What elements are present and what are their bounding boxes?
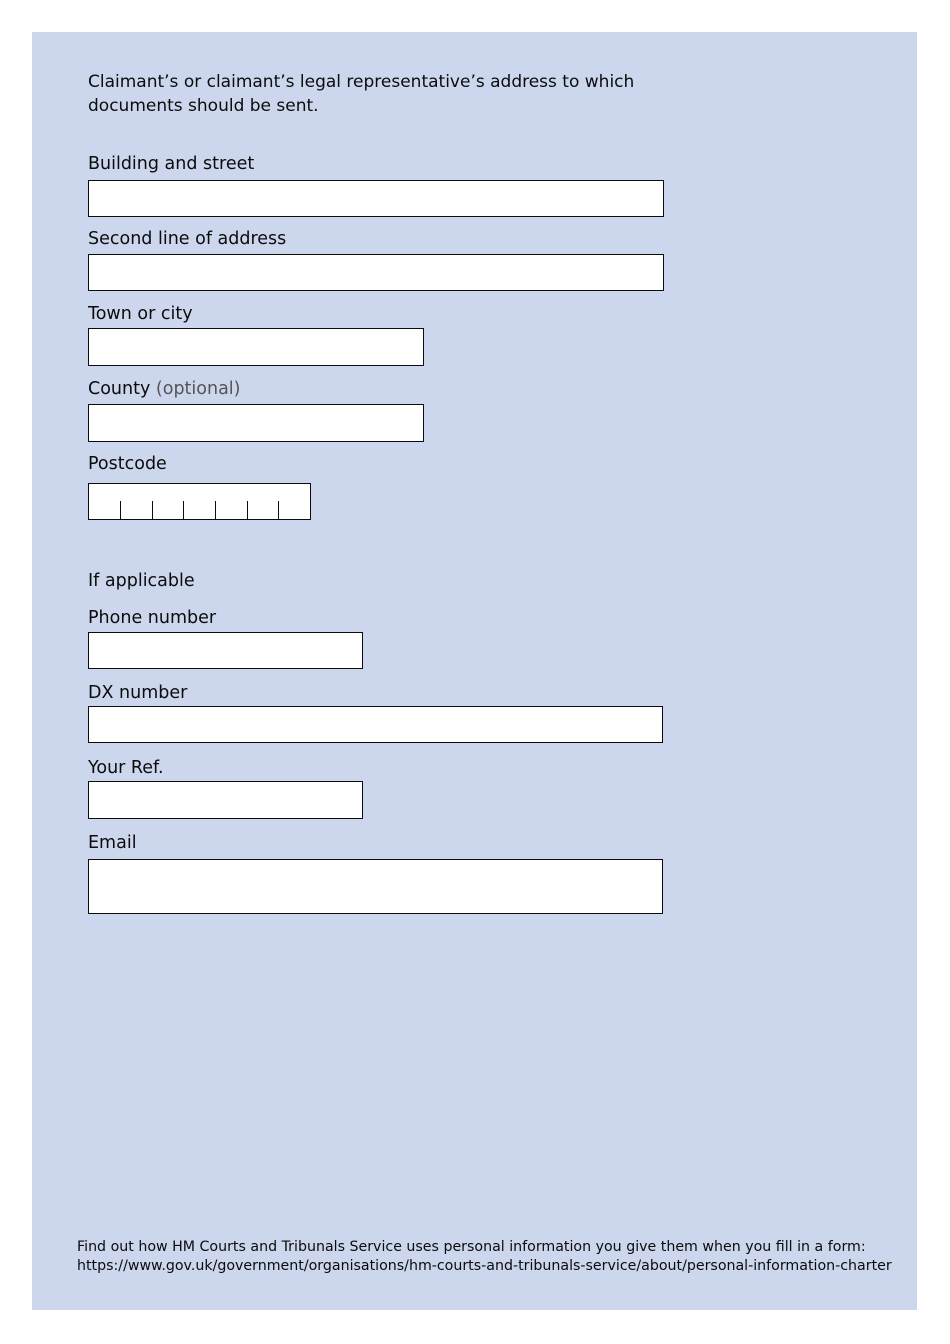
phone-number-input[interactable] xyxy=(88,632,363,669)
form-panel xyxy=(32,32,917,1310)
postcode-cell-divider xyxy=(120,501,121,519)
phone-number-label: Phone number xyxy=(88,608,217,628)
county-label xyxy=(88,378,240,400)
county-optional-hint: (optional) xyxy=(155,379,241,399)
postcode-cell-divider xyxy=(278,501,279,519)
town-city-label: Town or city xyxy=(88,304,193,324)
your-ref-label: Your Ref. xyxy=(88,758,164,778)
postcode-cell-divider xyxy=(183,501,184,519)
postcode-input[interactable] xyxy=(88,483,311,520)
email-input[interactable] xyxy=(88,859,663,914)
dx-number-input[interactable] xyxy=(88,706,663,743)
if-applicable-heading: If applicable xyxy=(88,571,195,591)
building-street-input[interactable] xyxy=(88,180,664,217)
postcode-cell-divider xyxy=(152,501,153,519)
address-instructions: Claimant’s or claimant’s legal representative’s address to which documents should be sent. xyxy=(88,72,635,116)
building-street-label: Building and street xyxy=(88,154,255,174)
county-label-text: County xyxy=(88,379,151,399)
your-ref-input[interactable] xyxy=(88,781,363,819)
dx-number-label: DX number xyxy=(88,683,188,703)
privacy-charter-link[interactable]: https://www.gov.uk/government/organisations/hm-courts-and-tribunals-service/about/personal-information-charter xyxy=(77,1258,892,1274)
privacy-notice-text: Find out how HM Courts and Tribunals Service uses personal information you give them when you fill in a form: xyxy=(77,1239,866,1255)
postcode-cell-divider xyxy=(247,501,248,519)
county-input[interactable] xyxy=(88,404,424,442)
second-line-input[interactable] xyxy=(88,254,664,291)
privacy-notice xyxy=(77,1238,892,1276)
email-label: Email xyxy=(88,833,137,853)
postcode-label: Postcode xyxy=(88,454,167,474)
second-line-label: Second line of address xyxy=(88,229,287,249)
postcode-cell-divider xyxy=(215,501,216,519)
town-city-input[interactable] xyxy=(88,328,424,366)
